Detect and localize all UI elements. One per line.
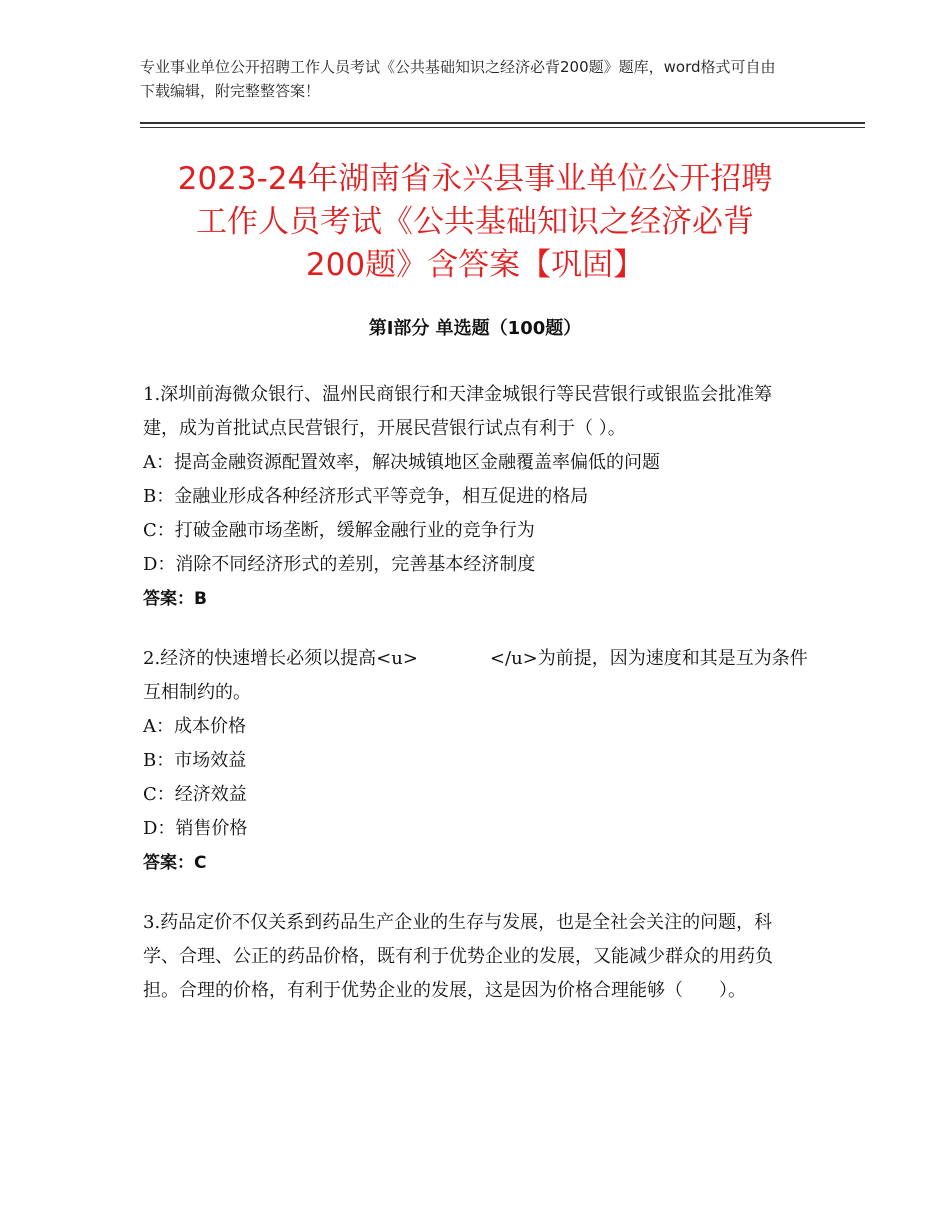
option-d: D：销售价格 (143, 818, 248, 839)
header-rule-thick (140, 122, 865, 124)
question-stem: 3.药品定价不仅关系到药品生产企业的生存与发展，也是全社会关注的问题，科学、合理、公正的药品价格，既有利于优势企业的发展，又能减少群众的用药负担。合理的价格，有利于优势企业的发展，这是因为价格合理能够（ ）。 (143, 912, 773, 1001)
section-heading: 第Ⅰ部分 单选题（100题） (368, 318, 582, 339)
question-list (143, 378, 808, 1034)
option-b: B：市场效益 (143, 750, 247, 771)
question-1 (143, 378, 808, 616)
option-c: C：打破金融市场垄断，缓解金融行业的竞争行为 (143, 520, 535, 541)
question-2 (143, 642, 808, 880)
option-a: A：提高金融资源配置效率，解决城镇地区金融覆盖率偏低的问题 (143, 452, 660, 473)
answer-label: 答案：C (143, 853, 207, 873)
question-3 (143, 906, 808, 1008)
answer-label: 答案：B (143, 589, 207, 609)
question-stem: 2.经济的快速增长必须以提高<u> </u>为前提，因为速度和其是互为条件互相制约的。 (143, 648, 808, 703)
title-line: 工作人员考试《公共基础知识之经济必背 (196, 204, 754, 240)
question-stem: 1.深圳前海微众银行、温州民商银行和天津金城银行等民营银行或银监会批准筹建，成为首批试点民营银行，开展民营银行试点有利于（ ）。 (143, 384, 773, 439)
option-a: A：成本价格 (143, 716, 246, 737)
header-rule-thin (140, 127, 865, 128)
option-c: C：经济效益 (143, 784, 247, 805)
option-d: D：消除不同经济形式的差别，完善基本经济制度 (143, 554, 536, 575)
title-line: 2023-24年湖南省永兴县事业单位公开招聘 (177, 161, 773, 197)
title-line: 200题》含答案【巩固】 (305, 247, 645, 283)
document-title (140, 158, 810, 287)
header-note: 专业事业单位公开招聘工作人员考试《公共基础知识之经济必背200题》题库，word格式可自由下载编辑，附完整整答案！ (140, 58, 776, 100)
option-b: B：金融业形成各种经济形式平等竞争，相互促进的格局 (143, 486, 589, 507)
